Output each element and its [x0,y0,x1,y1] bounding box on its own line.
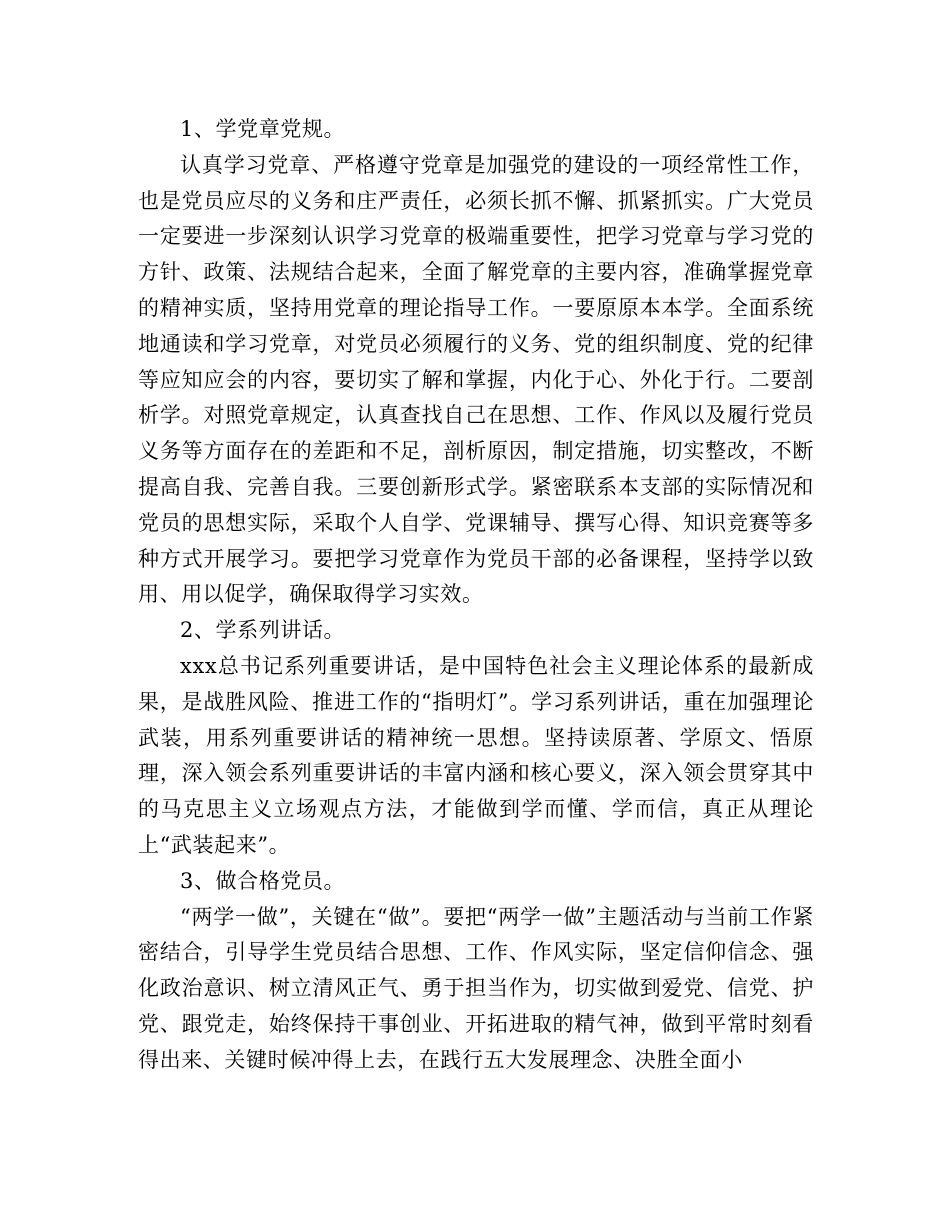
section-2-body: xxx总书记系列重要讲话，是中国特色社会主义理论体系的最新成果，是战胜风险、推进工作的“指明灯”。学习系列讲话，重在加强理论武装，用系列重要讲话的精神统一思想。坚持读原著、学原文、悟原理，深入领会系列重要讲话的丰富内涵和核心要义，深入领会贯穿其中的马克思主义立场观点方法，才能做到学而懂、学而信，真正从理论上“武装起来”。 [138,653,814,857]
section-2-heading: 2、学系列讲话。 [180,618,346,643]
document-page [138,112,814,1079]
section-3-heading: 3、做合格党员。 [180,868,346,893]
section-1-heading: 1、学党章党规。 [180,117,346,141]
section-1-body: 认真学习党章、严格遵守党章是加强党的建设的一项经常性工作，也是党员应尽的义务和庄严责任，必须长抓不懈、抓紧抓实。广大党员一定要进一步深刻认识学习党章的极端重要性，把学习党章与学习党的方针、政策、法规结合起来，全面了解党章的主要内容，准确掌握党章的精神实质，坚持用党章的理论指导工作。一要原原本本学。全面系统地通读和学习党章，对党员必须履行的义务、党的组织制度、党的纪律等应知应会的内容，要切实了解和掌握，内化于心、外化于行。二要剖析学。对照党章规定，认真查找自己在思想、工作、作风以及履行党员义务等方面存在的差距和不足，剖析原因，制定措施，切实整改，不断提高自我、完善自我。三要创新形式学。紧密联系本支部的实际情况和党员的思想实际，采取个人自学、党课辅导、撰写心得、知识竞赛等多种方式开展学习。要把学习党章作为党员干部的必备课程，坚持学以致用、用以促学，确保取得学习实效。 [138,152,814,607]
section-3-body: “两学一做”，关键在“做”。要把“两学一做”主题活动与当前工作紧密结合，引导学生党员结合思想、工作、作风实际，坚定信仰信念、强化政治意识、树立清风正气、勇于担当作为，切实做到爱党、信党、护党、跟党走，始终保持干事创业、开拓进取的精气神，做到平常时刻看得出来、关键时候冲得上去，在践行五大发展理念、决胜全面小 [138,904,814,1072]
